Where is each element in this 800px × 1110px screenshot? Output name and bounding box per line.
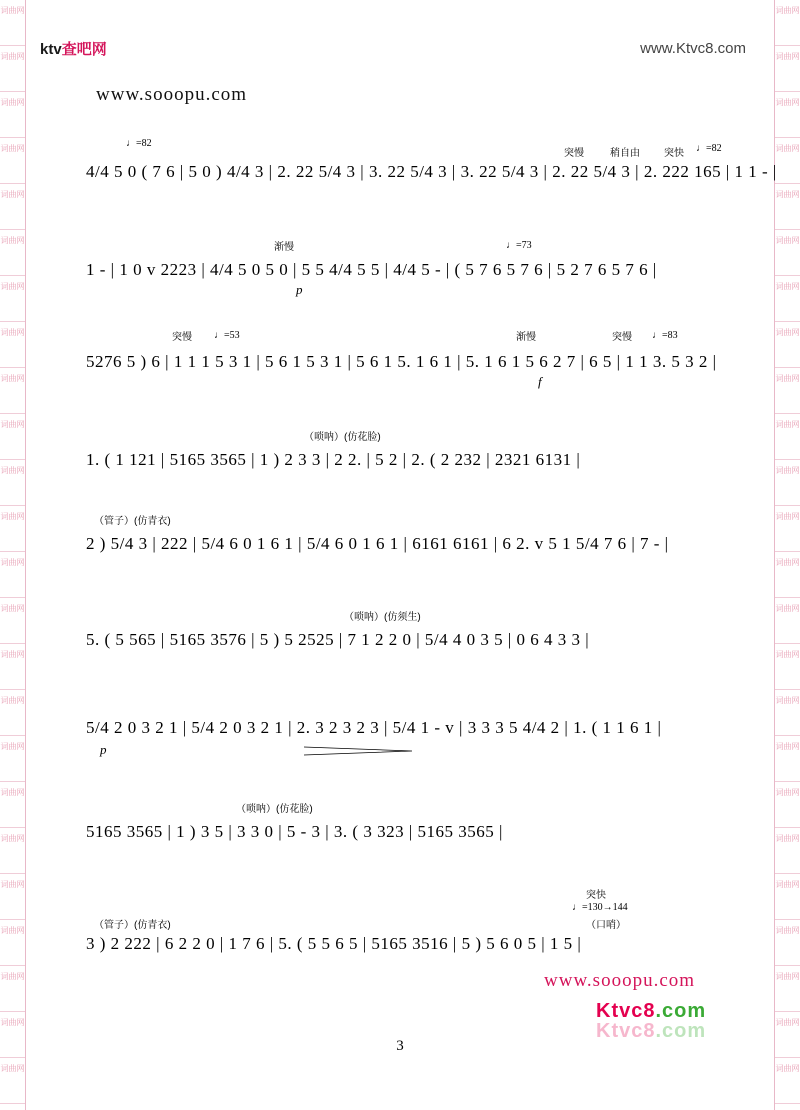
annotation: （管子）(仿青衣) xyxy=(94,920,171,931)
annotation: 突快 xyxy=(664,148,684,159)
watermark-cell: 词曲网 xyxy=(775,1012,800,1058)
tempo-marking: ♩=53 xyxy=(214,330,240,341)
watermark-cell: 词曲网 xyxy=(0,46,25,92)
left-watermark-strip xyxy=(0,0,26,1110)
annotation: 渐慢 xyxy=(516,332,536,343)
notation-line: 2 ) 5/4 3 | 222 | 5/4 6 0 1 6 1 | 5/4 6 0 1 6 1 | 6161 6161 | 6 2. v 5 1 5/4 7 6 | 7 ‑ | xyxy=(86,534,669,553)
watermark-cell: 词曲网 xyxy=(775,184,800,230)
annotation: （管子）(仿青衣) xyxy=(94,516,171,527)
watermark-cell: 词曲网 xyxy=(775,0,800,46)
watermark-cell: 词曲网 xyxy=(775,874,800,920)
annotation: （唢呐）(仿花脸) xyxy=(304,432,381,443)
watermark-cell: 词曲网 xyxy=(0,138,25,184)
notation-line: 3 ) 2 222 | 6 2 2 0 | 1 7 6 | 5. ( 5 5 6 5 | 5165 3516 | 5 ) 5 6 0 5 | 1 5 | xyxy=(86,934,582,953)
watermark-cell: 词曲网 xyxy=(0,230,25,276)
ktv-logo-shadow xyxy=(596,1020,706,1043)
watermark-cell: 词曲网 xyxy=(775,644,800,690)
notation-line: 5276 5 ) 6 | 1 1 1 5 3 1 | 5 6 1 5 3 1 | 5 6 1 5. 1 6 1 | 5. 1 6 1 5 6 2 7 | 6 5 | 1 1 3. 5 3 2 | xyxy=(86,352,717,371)
page-number: 3 xyxy=(396,1038,404,1054)
watermark-cell: 词曲网 xyxy=(0,506,25,552)
watermark-cell: 词曲网 xyxy=(775,92,800,138)
annotation: 稍自由 xyxy=(610,148,640,159)
watermark-cell: 词曲网 xyxy=(775,1058,800,1104)
watermark-cell: 词曲网 xyxy=(0,0,25,46)
watermark-cell: 词曲网 xyxy=(775,414,800,460)
watermark-cell: 词曲网 xyxy=(0,598,25,644)
ktv-logo-suffix: .com xyxy=(655,1000,707,1022)
notation-line: 1 ‑ | 1 0 v 2223 | 4/4 5 0 5 0 | 5 5 4/4 5 5 | 4/4 5 ‑ | ( 5 7 6 5 7 6 | 5 2 7 6 5 7 6 | xyxy=(86,260,657,279)
watermark-cell: 词曲网 xyxy=(775,506,800,552)
watermark-cell: 词曲网 xyxy=(775,460,800,506)
ktv-logo-text: Ktvc8 xyxy=(596,1000,656,1022)
watermark-cell: 词曲网 xyxy=(0,644,25,690)
watermark-cell: 词曲网 xyxy=(775,46,800,92)
annotation: 突慢 xyxy=(564,148,584,159)
tempo-marking: ♩=73 xyxy=(506,240,532,251)
watermark-cell: 词曲网 xyxy=(0,322,25,368)
diminuendo-hairpin xyxy=(304,746,414,754)
watermark-cell: 词曲网 xyxy=(775,230,800,276)
watermark-cell: 词曲网 xyxy=(0,184,25,230)
watermark-cell: 词曲网 xyxy=(0,414,25,460)
ktv-logo-shadow-text: Ktvc8 xyxy=(596,1020,656,1042)
notation-line: 4/4 5 0 ( 7 6 | 5 0 ) 4/4 3 | 2. 22 5/4 3 | 3. 22 5/4 3 | 3. 22 5/4 3 | 2. 22 5/4 3 | 2. 222 165 | 1 1 ‑ | xyxy=(86,162,777,181)
watermark-cell: 词曲网 xyxy=(0,460,25,506)
watermark-cell: 词曲网 xyxy=(775,920,800,966)
watermark-cell: 词曲网 xyxy=(775,276,800,322)
tempo-marking: ♩=83 xyxy=(652,330,678,341)
watermark-bottom-url: www.sooopu.com xyxy=(544,970,696,991)
annotation: （口哨） xyxy=(586,920,626,931)
watermark-cell: 词曲网 xyxy=(0,552,25,598)
watermark-top-url: www.sooopu.com xyxy=(96,84,248,105)
dynamic-marking: p xyxy=(296,282,303,297)
notation-line: 5/4 2 0 3 2 1 | 5/4 2 0 3 2 1 | 2. 3 2 3 2 3 | 5/4 1 ‑ v | 3 3 3 5 4/4 2 | 1. ( 1 1 6 1 | xyxy=(86,718,662,737)
annotation: 突慢 xyxy=(172,332,192,343)
notation-line: 5165 3565 | 1 ) 3 5 | 3 3 0 | 5 ‑ 3 | 3. ( 3 323 | 5165 3565 | xyxy=(86,822,503,841)
site-logo-ktv: ktv xyxy=(40,41,62,58)
watermark-cell: 词曲网 xyxy=(0,1012,25,1058)
header-url: www.Ktvc8.com xyxy=(640,40,746,57)
dynamic-marking: p xyxy=(100,742,107,757)
watermark-cell: 词曲网 xyxy=(0,736,25,782)
watermark-cell: 词曲网 xyxy=(775,828,800,874)
watermark-cell: 词曲网 xyxy=(775,690,800,736)
watermark-cell: 词曲网 xyxy=(775,782,800,828)
tempo-marking: ♩=82 xyxy=(696,143,722,154)
watermark-cell: 词曲网 xyxy=(775,736,800,782)
ktv-logo-shadow-suffix: .com xyxy=(655,1020,707,1042)
right-watermark-strip xyxy=(774,0,800,1110)
annotation: （唢呐）(仿花脸) xyxy=(236,804,313,815)
watermark-cell: 词曲网 xyxy=(0,690,25,736)
watermark-cell: 词曲网 xyxy=(775,552,800,598)
annotation: （唢呐）(仿须生) xyxy=(344,612,421,623)
watermark-cell: 词曲网 xyxy=(775,598,800,644)
watermark-cell: 词曲网 xyxy=(0,874,25,920)
notation-line: 1. ( 1 121 | 5165 3565 | 1 ) 2 3 3 | 2 2. | 5 2 | 2. ( 2 232 | 2321 6131 | xyxy=(86,450,581,469)
watermark-cell: 词曲网 xyxy=(775,966,800,1012)
watermark-cell: 词曲网 xyxy=(0,1058,25,1104)
watermark-cell: 词曲网 xyxy=(775,368,800,414)
watermark-cell: 词曲网 xyxy=(0,966,25,1012)
watermark-cell: 词曲网 xyxy=(775,322,800,368)
dynamic-marking: f xyxy=(538,374,542,389)
annotation: 突快 xyxy=(586,890,606,901)
annotation: 渐慢 xyxy=(274,242,294,253)
watermark-cell: 词曲网 xyxy=(0,276,25,322)
watermark-cell: 词曲网 xyxy=(0,782,25,828)
watermark-cell: 词曲网 xyxy=(775,138,800,184)
watermark-cell: 词曲网 xyxy=(0,368,25,414)
notation-line: 5. ( 5 565 | 5165 3576 | 5 ) 5 2525 | 7 1 2 2 0 | 5/4 4 0 3 5 | 0 6 4 3 3 | xyxy=(86,630,590,649)
score-sheet xyxy=(26,0,777,1110)
watermark-cell: 词曲网 xyxy=(0,828,25,874)
tempo-marking: ♩=82 xyxy=(126,138,152,149)
tempo-marking: ♩=130→144 xyxy=(572,902,628,913)
watermark-cell: 词曲网 xyxy=(0,92,25,138)
annotation: 突慢 xyxy=(612,332,632,343)
site-logo xyxy=(40,38,107,59)
watermark-cell: 词曲网 xyxy=(0,920,25,966)
site-logo-cn: 查吧网 xyxy=(61,41,107,58)
